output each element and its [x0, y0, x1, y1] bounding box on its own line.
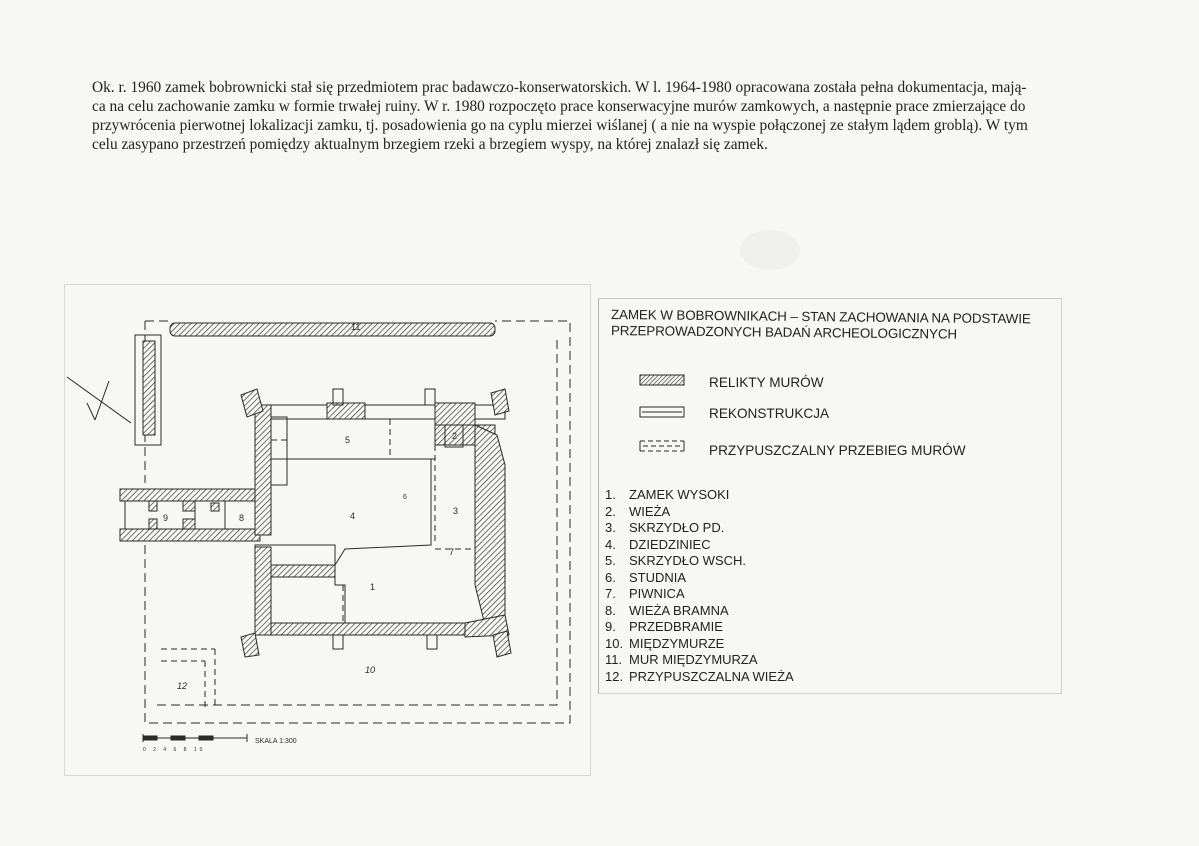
paper-stain — [740, 230, 800, 270]
outer-dashed-wall — [145, 321, 570, 723]
plan-label-2: 2 — [452, 431, 458, 441]
legend-title — [610, 307, 1061, 342]
legend-item: 3. SKRZYDŁO PD. — [605, 520, 725, 535]
legend-item: 11. MUR MIĘDZYMURZA — [605, 652, 758, 667]
legend-item: 5. SKRZYDŁO WSCH. — [605, 553, 747, 568]
castle-plan-frame — [64, 284, 591, 776]
legend-item: 12. PRZYPUSZCZALNA WIEŻA — [605, 668, 794, 684]
inner-dashed-lines — [161, 419, 475, 707]
key-label-przypuszczalny: PRZYPUSZCZALNY PRZEBIEG MURÓW — [709, 443, 966, 458]
scale-bar — [143, 734, 247, 742]
scale-ticks: 0 2 4 6 8 10 — [143, 747, 206, 753]
key-dashed-icon — [639, 439, 685, 453]
plan-label-1: 1 — [370, 582, 376, 592]
north-arrow-icon — [67, 377, 131, 423]
castle-main-walls — [241, 389, 511, 657]
paragraph-line: celu zasypano przestrzeń pomiędzy aktualnym brzegiem rzeki a brzegiem wyspy, na której znalazł się zamek. — [92, 136, 768, 153]
legend-item: 9. PRZEDBRAMIE — [605, 619, 723, 634]
scale-text: SKALA 1:300 — [255, 738, 297, 745]
legend-item: 1. ZAMEK WYSOKI — [605, 487, 730, 502]
legend-title-line: PRZEPROWADZONYCH BADAŃ ARCHEOLOGICZNYCH — [610, 323, 958, 342]
legend-item: 10. MIĘDZYMURZE — [605, 635, 725, 651]
legend-item: 8. WIEŻA BRAMNA — [605, 602, 729, 618]
description-paragraph — [92, 78, 1137, 154]
key-label-relikty: RELIKTY MURÓW — [709, 375, 824, 390]
legend-items-list — [605, 487, 794, 685]
legend-panel — [598, 298, 1062, 694]
key-double-line-icon — [639, 405, 685, 419]
key-hatched-icon — [639, 373, 685, 387]
plan-label-6: 6 — [403, 494, 407, 501]
plan-label-11: 11 — [351, 322, 361, 332]
plan-label-3: 3 — [453, 506, 459, 516]
legend-item: 7. PIWNICA — [605, 586, 685, 601]
plan-label-9: 9 — [163, 513, 169, 523]
key-label-rekonstrukcja: REKONSTRUKCJA — [709, 406, 830, 421]
paragraph-line: ca na celu zachowanie zamku w formie trwałej ruiny. W r. 1980 rozpoczęto prace konserwacyjne murów zamkowych, a następnie prace zmierzające do — [92, 98, 1026, 115]
plan-labels — [163, 322, 458, 691]
plan-label-5: 5 — [345, 435, 351, 445]
plan-label-4: 4 — [350, 511, 356, 521]
paragraph-line: Ok. r. 1960 zamek bobrownicki stał się przedmiotem prac badawczo-konserwatorskich. W l. 1964-1980 opracowana została pełna dokumentacja, mają- — [92, 79, 1027, 96]
plan-label-10: 10 — [365, 665, 376, 675]
paragraph-line: przywrócenia pierwotnej lokalizacji zamku, tj. posadowienia go na cyplu mierzei wiślanej ( a nie na wyspie połączonej ze stałym lądem groblą). W tym — [92, 117, 1028, 134]
legend-item: 4. DZIEDZINIEC — [605, 536, 711, 552]
legend-title-line: ZAMEK W BOBROWNIKACH – STAN ZACHOWANIA NA PODSTAWIE — [610, 307, 1031, 327]
legend-item: 2. WIEŻA — [605, 503, 671, 519]
plan-label-8: 8 — [239, 513, 245, 523]
castle-plan-drawing — [65, 285, 590, 775]
plan-label-12: 12 — [177, 681, 188, 691]
plan-label-7: 7 — [449, 547, 455, 557]
legend-item: 6. STUDNIA — [605, 569, 687, 585]
